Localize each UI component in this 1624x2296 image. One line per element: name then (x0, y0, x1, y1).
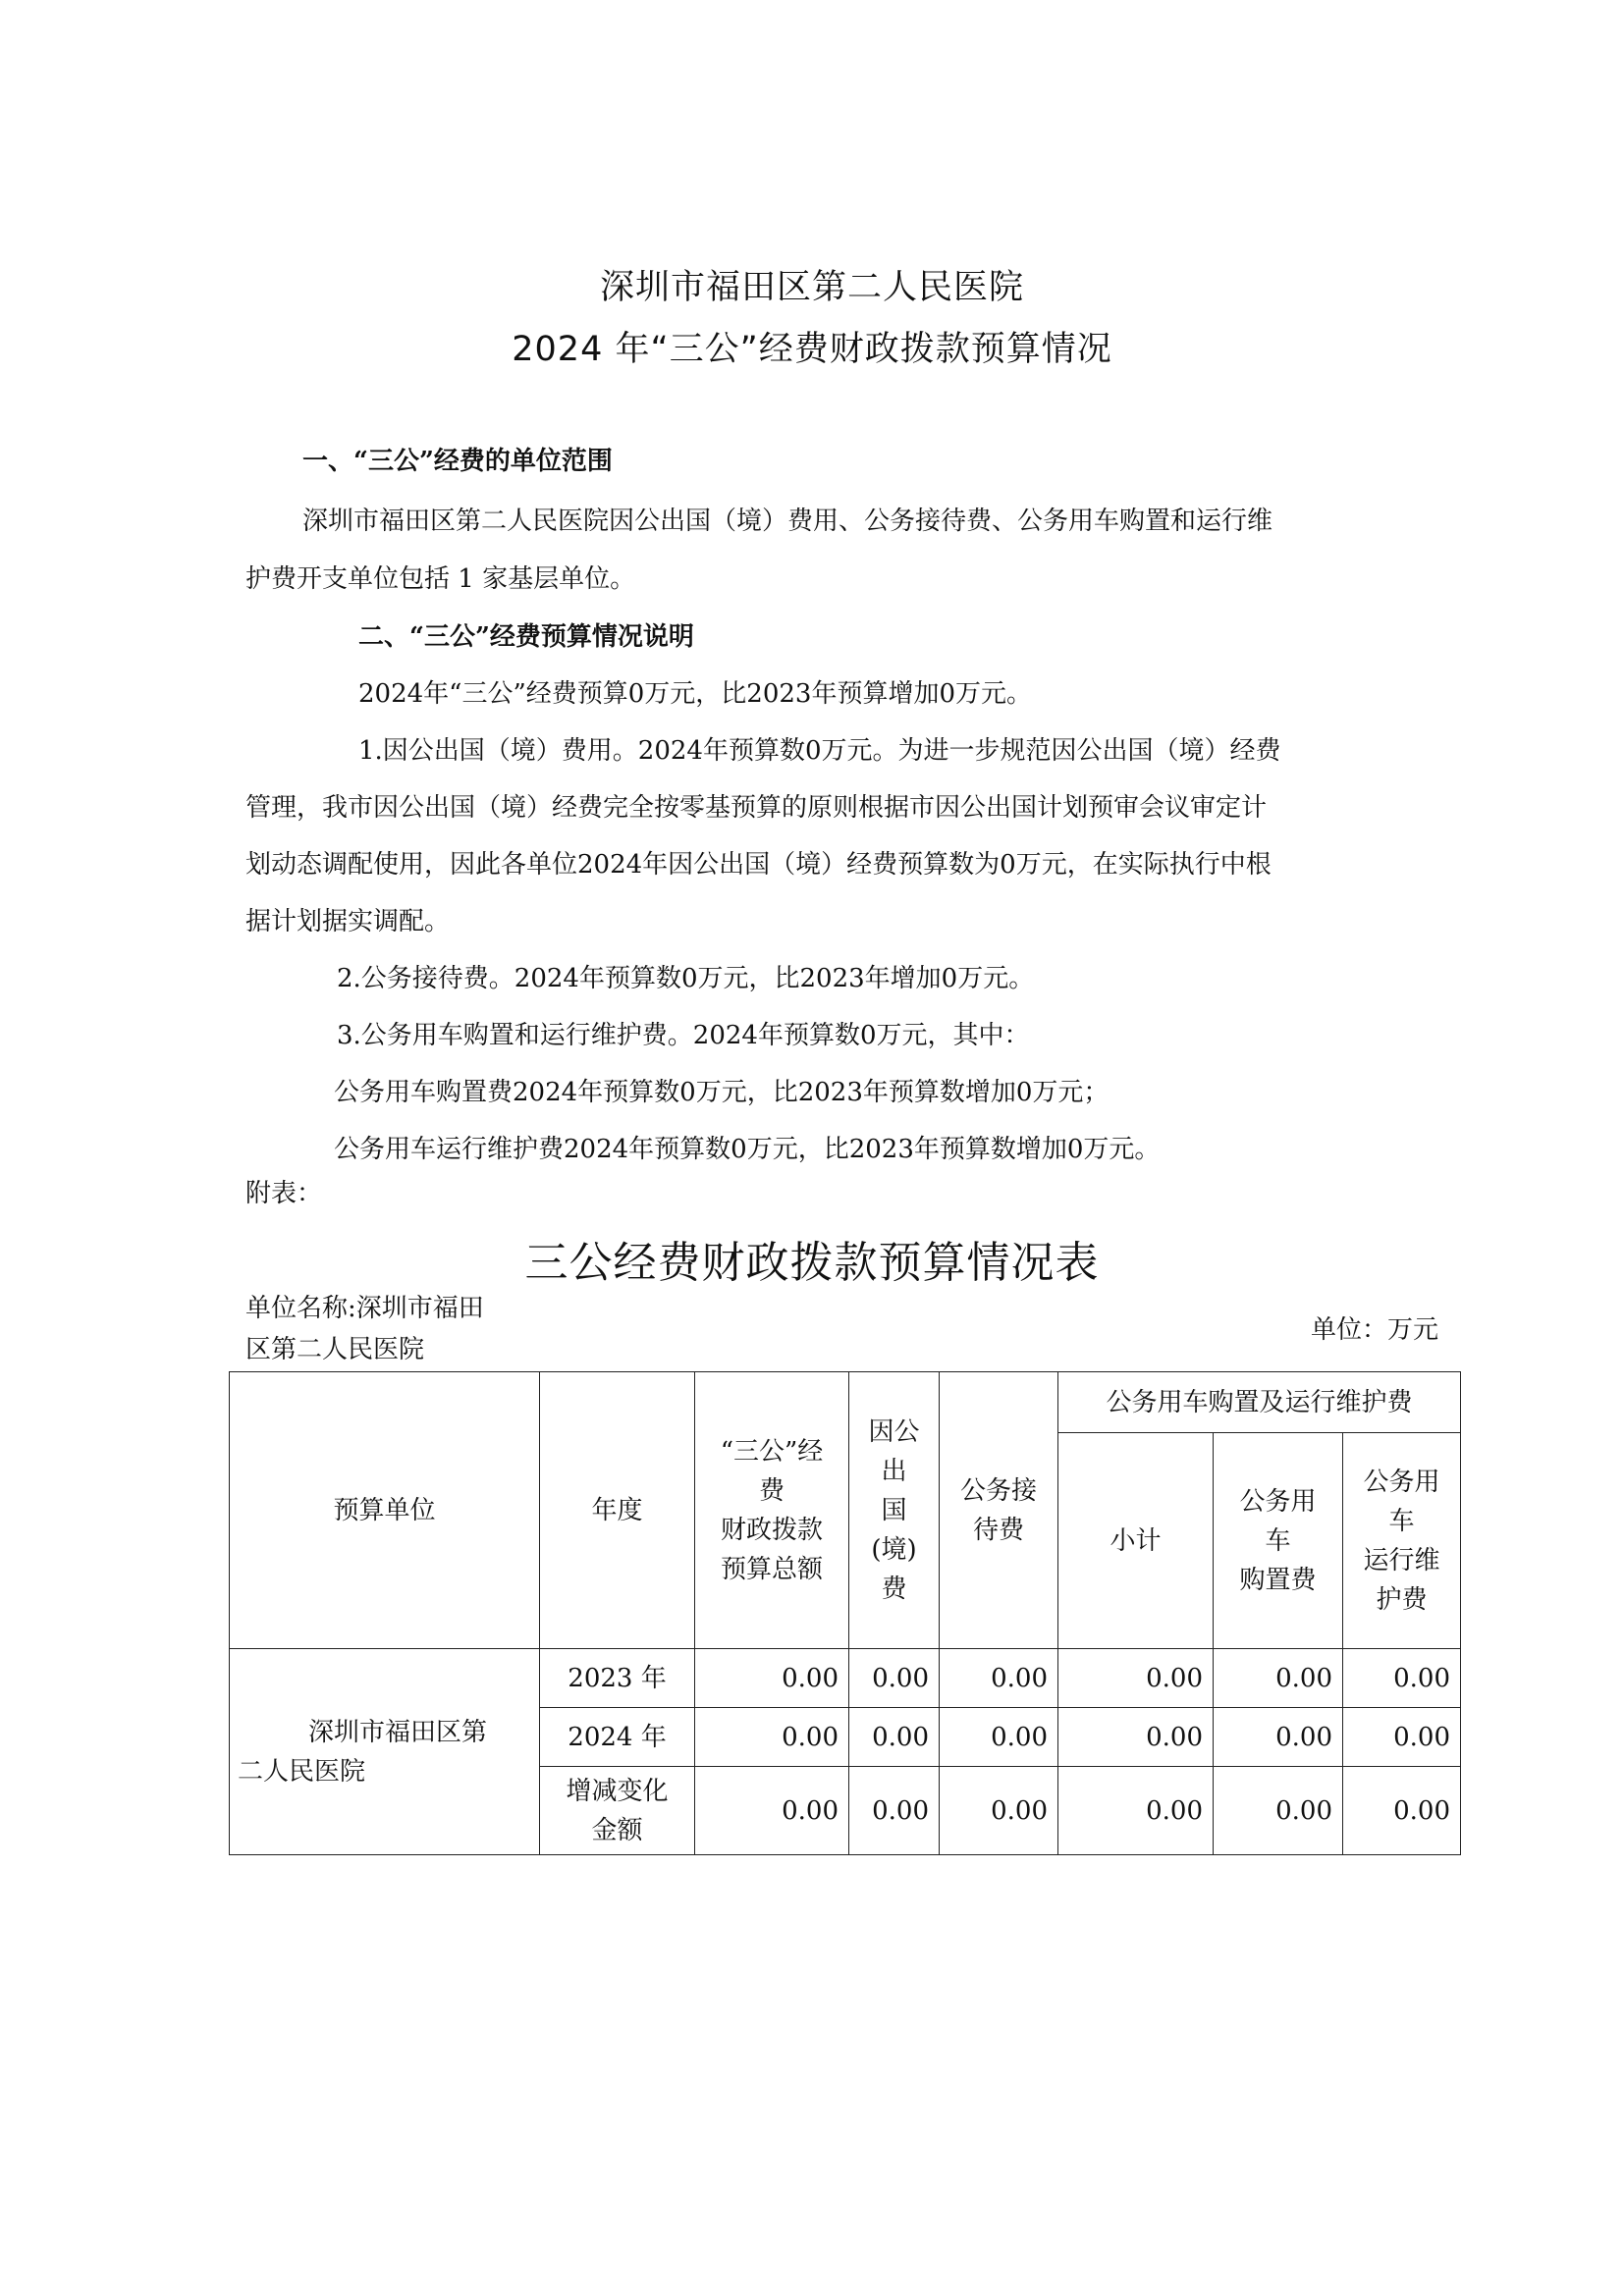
unit-cell: 深圳市福田区第 二人民医院 (230, 1649, 540, 1855)
cell-operation: 0.00 (1343, 1708, 1461, 1767)
cell-reception: 0.00 (940, 1708, 1058, 1767)
header-budget-unit: 预算单位 (230, 1372, 540, 1649)
section1-paragraph-line1: 深圳市福田区第二人民医院因公出国（境）费用、公务接待费、公务用车购置和运行维 (302, 507, 1273, 536)
cell-reception: 0.00 (940, 1649, 1058, 1708)
item1-line1: 1.因公出国（境）费用。2024年预算数0万元。为进一步规范因公出国（境）经费 (358, 736, 1281, 766)
section1-paragraph-line2: 护费开支单位包括 1 家基层单位。 (245, 564, 636, 594)
header-purchase: 公务用 车 购置费 (1214, 1433, 1343, 1649)
cell-total: 0.00 (695, 1767, 849, 1855)
cell-operation: 0.00 (1343, 1649, 1461, 1708)
row-change-label: 增减变化 金额 (540, 1767, 695, 1855)
cell-subtotal: 0.00 (1058, 1649, 1214, 1708)
unit-name-line2: 区第二人民医院 (245, 1335, 425, 1364)
header-abroad: 因公 出 国 (境) 费 (849, 1372, 940, 1649)
item1-line2: 管理，我市因公出国（境）经费完全按零基预算的原则根据市因公出国计划预审会议审定计 (245, 793, 1268, 823)
appendix-label: 附表： (245, 1179, 323, 1208)
cell-purchase: 0.00 (1214, 1649, 1343, 1708)
document-title-line1: 深圳市福田区第二人民医院 (599, 268, 1024, 307)
header-subtotal: 小计 (1058, 1433, 1214, 1649)
item3-purchase: 公务用车购置费2024年预算数0万元，比2023年预算数增加0万元； (334, 1078, 1110, 1107)
item3: 3.公务用车购置和运行维护费。2024年预算数0万元，其中： (337, 1021, 1030, 1050)
section2-summary: 2024年“三公”经费预算0万元，比2023年预算增加0万元。 (358, 679, 1033, 709)
cell-reception: 0.00 (940, 1767, 1058, 1855)
item3-operation: 公务用车运行维护费2024年预算数0万元，比2023年预算数增加0万元。 (334, 1135, 1161, 1164)
item1-line4: 据计划据实调配。 (245, 907, 451, 936)
table-row (230, 1649, 1461, 1708)
cell-abroad: 0.00 (849, 1767, 940, 1855)
unit-label: 单位：万元 (1311, 1315, 1439, 1345)
table-title: 三公经费财政拨款预算情况表 (524, 1238, 1100, 1288)
cell-subtotal: 0.00 (1058, 1708, 1214, 1767)
cell-subtotal: 0.00 (1058, 1767, 1214, 1855)
header-year: 年度 (540, 1372, 695, 1649)
unit-name-line1: 单位名称:深圳市福田 (245, 1294, 484, 1323)
section1-heading: 一、“三公”经费的单位范围 (302, 447, 613, 476)
cell-abroad: 0.00 (849, 1649, 940, 1708)
cell-purchase: 0.00 (1214, 1767, 1343, 1855)
item2: 2.公务接待费。2024年预算数0万元，比2023年增加0万元。 (337, 964, 1035, 993)
budget-table (229, 1371, 1461, 1855)
header-vehicle-group: 公务用车购置及运行维护费 (1058, 1372, 1461, 1433)
header-reception: 公务接 待费 (940, 1372, 1058, 1649)
row-year: 2023 年 (540, 1649, 695, 1708)
cell-operation: 0.00 (1343, 1767, 1461, 1855)
cell-abroad: 0.00 (849, 1708, 940, 1767)
row-year: 2024 年 (540, 1708, 695, 1767)
header-total: “三公”经 费 财政拨款 预算总额 (695, 1372, 849, 1649)
section2-heading: 二、“三公”经费预算情况说明 (358, 622, 694, 652)
cell-total: 0.00 (695, 1708, 849, 1767)
cell-purchase: 0.00 (1214, 1708, 1343, 1767)
header-operation: 公务用 车 运行维 护费 (1343, 1433, 1461, 1649)
cell-total: 0.00 (695, 1649, 849, 1708)
document-title-line2: 2024 年“三公”经费财政拨款预算情况 (512, 330, 1112, 369)
item1-line3: 划动态调配使用，因此各单位2024年因公出国（境）经费预算数为0万元，在实际执行中根 (245, 850, 1272, 880)
